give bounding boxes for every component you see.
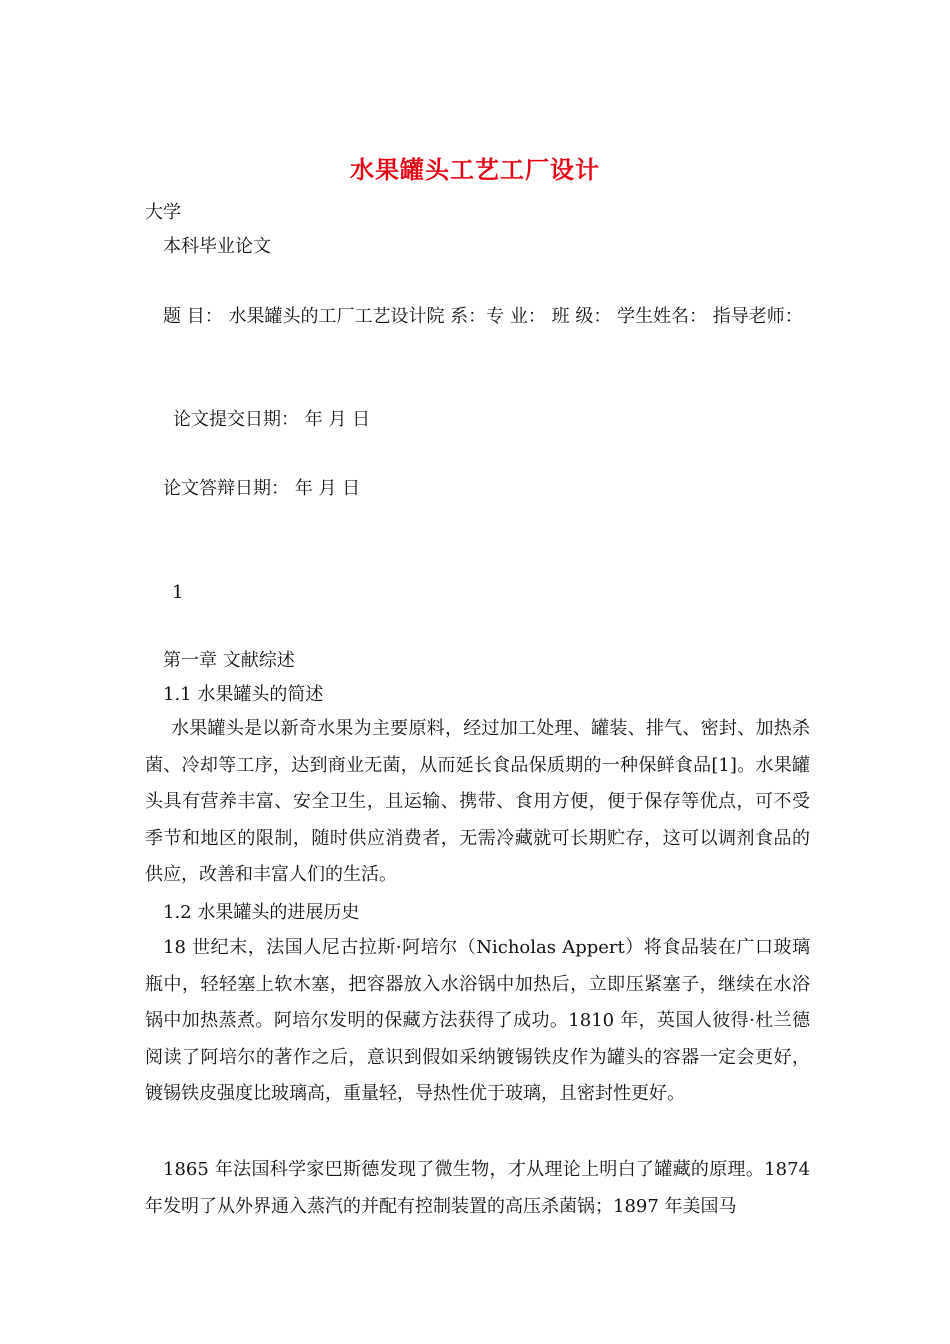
thesis-type: 本科毕业论文 [163,236,271,257]
submit-date: 论文提交日期： 年 月 日 [173,409,371,430]
page-number: 1 [172,582,184,603]
document-title: 水果罐头工艺工厂设计 [350,155,600,184]
section-paragraph: 1865 年法国科学家巴斯德发现了微生物，才从理论上明白了罐藏的原理。1874 年发明了从外界通入蒸汽的并配有控制装置的高压杀菌锅；1897 年美国马 [145,1159,810,1217]
university-name: 大学 [145,202,181,223]
defense-date: 论文答辩日期： 年 月 日 [163,478,361,499]
cover-fields: 题 目： 水果罐头的工厂工艺设计院 系：专 业： 班 级： 学生姓名： 指导老师： [163,306,803,327]
chapter-heading: 第一章 文献综述 [163,650,295,671]
section-heading: 1.2 水果罐头的进展历史 [163,902,360,923]
section-paragraph: 水果罐头是以新奇水果为主要原料，经过加工处理、罐装、排气、密封、加热杀菌、冷却等工序，达到商业无菌，从而延长食品保质期的一种保鲜食品[1]。水果罐头具有营养丰富、安全卫生，且运输、携带、食用方便，便于保存等优点，可不受季节和地区的限制，随时供应消费者，无需冷藏就可长期贮存，这可以调剂食品的供应，改善和丰富人们的生活。 [145,718,810,885]
section-paragraph: 18 世纪末，法国人尼古拉斯·阿培尔（Nicholas Appert）将食品装在广口玻璃瓶中，轻轻塞上软木塞，把容器放入水浴锅中加热后，立即压紧塞子，继续在水浴锅中加热蒸煮。阿培尔发明的保藏方法获得了成功。1810 年，英国人彼得·杜兰德阅读了阿培尔的著作之后，意识到假如采纳镀锡铁皮作为罐头的容器一定会更好，镀锡铁皮强度比玻璃高，重量轻，导热性优于玻璃，且密封性更好。 [145,937,810,1104]
section-heading: 1.1 水果罐头的简述 [163,684,324,705]
